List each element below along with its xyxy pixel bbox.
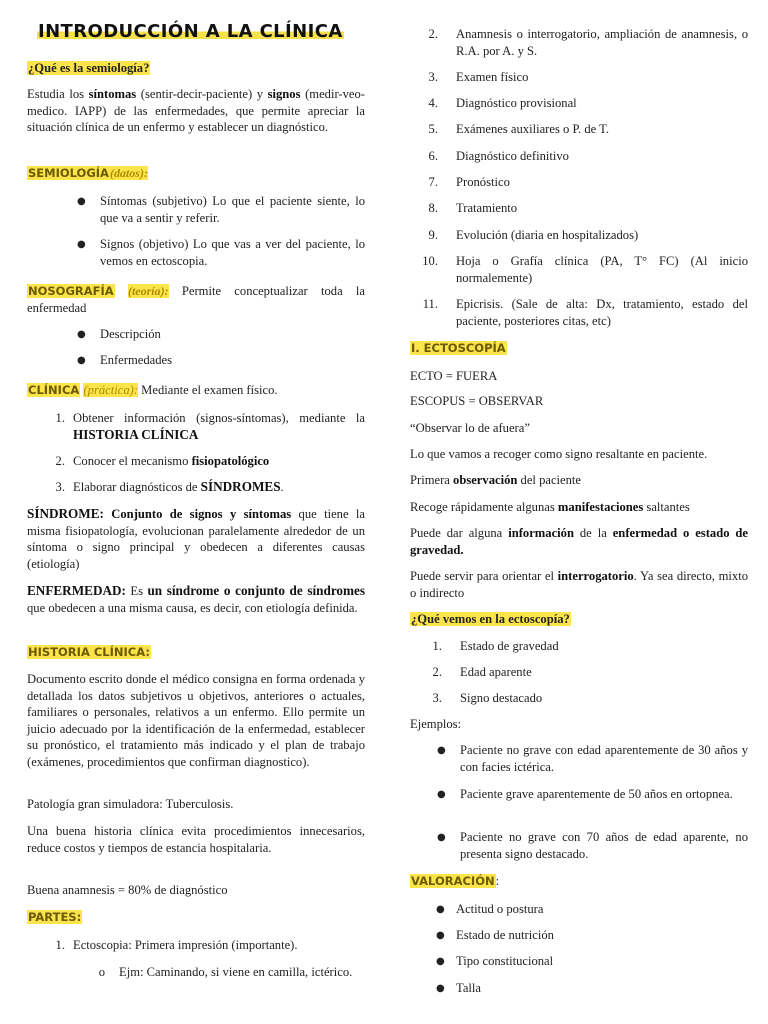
list-number: 6. bbox=[428, 149, 438, 163]
bullet-icon: ● bbox=[77, 196, 86, 207]
puede-servir-orientar: Puede servir para orientar el interrogatorio. Ya sea directo, mixto o indirecto bbox=[410, 569, 748, 600]
semiologia-item: Signos (objetivo) Lo que vas a ver del paciente, lo vemos en ectoscopia. bbox=[100, 237, 365, 268]
buena-anamnesis-text: Buena anamnesis = 80% de diagnóstico bbox=[27, 883, 228, 897]
list-number: 11. bbox=[422, 297, 438, 311]
list-number: 2. bbox=[55, 454, 65, 468]
valoracion-item: Estado de nutrición bbox=[456, 928, 554, 942]
bullet-icon: ● bbox=[436, 983, 445, 994]
partes-item: Evolución (diaria en hospitalizados) bbox=[456, 228, 639, 242]
clinica-item: Elaborar diagnósticos de SÍNDROMES. bbox=[73, 479, 284, 494]
partes-item: Tratamiento bbox=[456, 201, 518, 215]
semiologia-item: Síntomas (subjetivo) Lo que el paciente siente, lo que va a sentir y referir. bbox=[100, 194, 365, 225]
clinica-item: Conocer el mecanismo fisiopatológico bbox=[73, 454, 270, 468]
ejemplo-item: Paciente no grave con 70 años de edad aparente, no presenta signo destacado. bbox=[460, 830, 748, 861]
list-number: 2. bbox=[428, 27, 438, 41]
partes-item: Examen físico bbox=[456, 70, 529, 84]
observar-afuera: “Observar lo de afuera” bbox=[410, 421, 530, 435]
historia-heading: HISTORIA CLÍNICA: bbox=[28, 645, 150, 659]
list-number: 1. bbox=[55, 411, 65, 425]
list-number: 1. bbox=[432, 639, 442, 653]
bullet-icon: ● bbox=[436, 904, 445, 915]
signo-resaltante: Lo que vamos a recoger como signo resaltante en paciente. bbox=[410, 447, 708, 461]
list-number: 10. bbox=[422, 254, 438, 268]
clinica-item: Obtener información (signos-síntomas), mediante la HISTORIA CLÍNICA bbox=[73, 411, 365, 442]
partes-item: Hoja o Grafía clínica (PA, T° FC) (Al inicio normalemente) bbox=[456, 254, 748, 285]
bullet-icon: ● bbox=[77, 329, 86, 340]
list-number: 1. bbox=[55, 938, 65, 952]
primera-observacion: Primera observación del paciente bbox=[410, 473, 582, 487]
sub-bullet-icon: o bbox=[98, 965, 105, 979]
partes-item: Ectoscopia: Primera impresión (importante). bbox=[73, 938, 298, 952]
list-number: 9. bbox=[428, 228, 438, 242]
enfermedad-definition: ENFERMEDAD: Es un síndrome o conjunto de síndromes que obedecen a una misma causa, es decir, con etiología definida. bbox=[27, 583, 365, 615]
bullet-icon: ● bbox=[77, 239, 86, 250]
list-number: 8. bbox=[428, 201, 438, 215]
ejemplo-item: Paciente grave aparentemente de 50 años en ortopnea. bbox=[460, 787, 733, 801]
list-number: 2. bbox=[432, 665, 442, 679]
nosografia-paragraph: NOSOGRAFÍA (teoría): Permite conceptualizar toda la enfermedad bbox=[27, 284, 366, 315]
ecto-item: Signo destacado bbox=[460, 691, 543, 705]
ecto-item: Edad aparente bbox=[460, 665, 532, 679]
sindrome-definition: SÍNDROME: Conjunto de signos y síntomas que tiene la misma fisiopatología, evolucionan paralelamente alrededor de un síntoma o signo principal y obedecen a diferentes causas (etiología) bbox=[27, 506, 366, 571]
partes-item: Exámenes auxiliares o P. de T. bbox=[456, 122, 610, 136]
ecto-fuera: ECTO = FUERA bbox=[410, 369, 498, 383]
valoracion-heading: VALORACIÓN: bbox=[411, 874, 500, 888]
bullet-icon: ● bbox=[436, 956, 445, 967]
puede-dar-informacion: Puede dar alguna información de la enfermedad o estado de gravedad. bbox=[410, 526, 749, 557]
clinica-paragraph: CLÍNICA (práctica): Mediante el examen físico. bbox=[28, 383, 278, 397]
bullet-icon: ● bbox=[77, 355, 86, 366]
partes-heading: PARTES: bbox=[28, 910, 82, 924]
bullet-icon: ● bbox=[436, 930, 445, 941]
list-number: 3. bbox=[55, 480, 65, 494]
nosografia-item: Enfermedades bbox=[100, 353, 173, 367]
semiologia-definition: Estudia los síntomas (sentir-decir-paciente) y signos (medir-veo-medico. IAPP) de las enfermedades, que permite apreciar la situación clínica de un enfermo y establecer un diagnóstico. bbox=[27, 87, 365, 134]
buena-historia-text: Una buena historia clínica evita procedimientos innecesarios, reduce costos y tiempos de estancia hospitalaria. bbox=[27, 824, 365, 855]
historia-definition: Documento escrito donde el médico consigna en forma ordenada y detallada los datos subjetivos u objetivos, anteriores o actuales, familiares o personales, relativos a un enfermo. Ello permite un juicio adecuado por la identificación de la enfermedad, establecer su pronóstico, el tratamiento más indicado y el plan de trabajo (exámenes, procedimientos que confirman diagnostico). bbox=[27, 672, 365, 769]
patologia-text: Patología gran simuladora: Tuberculosis. bbox=[27, 797, 234, 811]
valoracion-item: Actitud o postura bbox=[456, 902, 544, 916]
ectoscopia-question: ¿Qué vemos en la ectoscopía? bbox=[411, 612, 570, 626]
partes-item: Epicrisis. (Sale de alta: Dx, tratamiento, estado del paciente, posteriores citas, etc) bbox=[456, 297, 748, 328]
semiologia-question: ¿Qué es la semiología? bbox=[28, 61, 150, 75]
recoge-manifestaciones: Recoge rápidamente algunas manifestaciones saltantes bbox=[410, 500, 690, 514]
ejemplo-item: Paciente no grave con edad aparentemente de 30 años y con facies ictérica. bbox=[460, 743, 748, 774]
list-number: 7. bbox=[428, 175, 438, 189]
partes-sub-item: Ejm: Caminando, si viene en camilla, ictérico. bbox=[119, 965, 353, 979]
list-number: 4. bbox=[428, 96, 438, 110]
bullet-icon: ● bbox=[437, 789, 446, 800]
escopus-observar: ESCOPUS = OBSERVAR bbox=[410, 394, 544, 408]
bullet-icon: ● bbox=[437, 745, 446, 756]
partes-item: Diagnóstico definitivo bbox=[456, 149, 569, 163]
ectoscopia-heading: I. ECTOSCOPÍA bbox=[411, 341, 506, 355]
list-number: 3. bbox=[432, 691, 442, 705]
partes-item: Anamnesis o interrogatorio, ampliación de anamnesis, o R.A. por A. y S. bbox=[456, 27, 748, 58]
semiologia-heading: SEMIOLOGÍA(datos): bbox=[28, 166, 148, 180]
valoracion-item: Talla bbox=[456, 981, 481, 995]
page-title: INTRODUCCIÓN A LA CLÍNICA bbox=[38, 21, 343, 42]
ejemplos-label: Ejemplos: bbox=[410, 717, 462, 731]
partes-item: Diagnóstico provisional bbox=[456, 96, 577, 110]
bullet-icon: ● bbox=[437, 832, 446, 843]
ecto-item: Estado de gravedad bbox=[460, 639, 559, 653]
valoracion-item: Tipo constitucional bbox=[456, 954, 554, 968]
list-number: 5. bbox=[428, 122, 438, 136]
nosografia-item: Descripción bbox=[100, 327, 161, 341]
partes-item: Pronóstico bbox=[456, 175, 510, 189]
list-number: 3. bbox=[428, 70, 438, 84]
